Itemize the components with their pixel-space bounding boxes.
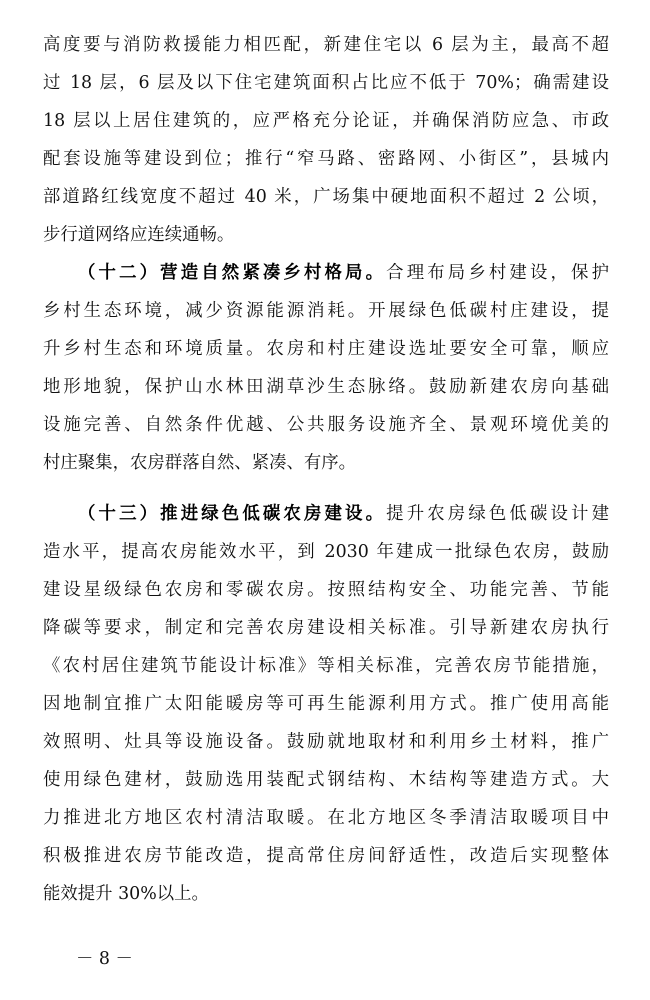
paragraph-line: 力推进北方地区农村清洁取暖。在北方地区冬季清洁取暖项目中 [43, 808, 609, 828]
section-12-heading: （十二）营造自然紧凑乡村格局。 [78, 263, 387, 283]
paragraph-last-line: 村庄聚集，农房群落自然、紧凑、有序。 [43, 453, 357, 473]
paragraph-line: 使用绿色建材，鼓励选用装配式钢结构、木结构等建造方式。大 [43, 770, 609, 790]
paragraph-line: 因地制宜推广太阳能暖房等可再生能源利用方式。推广使用高能 [43, 694, 609, 714]
paragraph-line: 建设星级绿色农房和零碳农房。按照结构安全、功能完善、节能 [43, 580, 609, 600]
paragraph-line: 降碳等要求，制定和完善农房建设相关标准。引导新建农房执行 [43, 618, 609, 638]
paragraph-last-line: 步行道网络应连续通畅。 [43, 225, 235, 245]
paragraph-line: 乡村生态环境，减少资源能源消耗。开展绿色低碳村庄建设，提 [43, 301, 609, 321]
section-13-first-line [78, 495, 609, 533]
section-12-first-line-text: 合理布局乡村建设，保护 [386, 263, 609, 283]
page-number: － 8 － [76, 949, 133, 969]
paragraph-line: 效照明、灶具等设施设备。鼓励就地取材和利用乡土材料，推广 [43, 732, 609, 752]
section-13-heading: （十三）推进绿色低碳农房建设。 [78, 504, 387, 524]
paragraph-line: 设施完善、自然条件优越、公共服务设施齐全、景观环境优美的 [43, 415, 609, 435]
paragraph-line: 升乡村生态和环境质量。农房和村庄建设选址要安全可靠，顺应 [43, 339, 609, 359]
paragraph-line: 配套设施等建设到位；推行“窄马路、密路网、小街区”，县城内 [43, 149, 609, 169]
section-13-first-line-text: 提升农房绿色低碳设计建 [386, 504, 609, 524]
paragraph-line: 地形地貌，保护山水林田湖草沙生态脉络。鼓励新建农房向基础 [43, 377, 609, 397]
paragraph-line: 过 18 层，6 层及以下住宅建筑面积占比应不低于 70%；确需建设 [43, 73, 609, 93]
paragraph-last-line: 能效提升 30%以上。 [43, 884, 209, 904]
section-12-first-line [78, 254, 609, 292]
paragraph-line: 18 层以上居住建筑的，应严格充分论证，并确保消防应急、市政 [43, 111, 609, 131]
paragraph-line: 部道路红线宽度不超过 40 米，广场集中硬地面积不超过 2 公顷， [43, 187, 609, 207]
paragraph-line: 《农村居住建筑节能设计标准》等相关标准，完善农房节能措施， [43, 656, 609, 676]
paragraph-line: 造水平，提高农房能效水平，到 2030 年建成一批绿色农房，鼓励 [43, 542, 609, 562]
paragraph-line: 高度要与消防救援能力相匹配，新建住宅以 6 层为主，最高不超 [43, 35, 609, 55]
paragraph-line: 积极推进农房节能改造，提高常住房间舒适性，改造后实现整体 [43, 846, 609, 866]
